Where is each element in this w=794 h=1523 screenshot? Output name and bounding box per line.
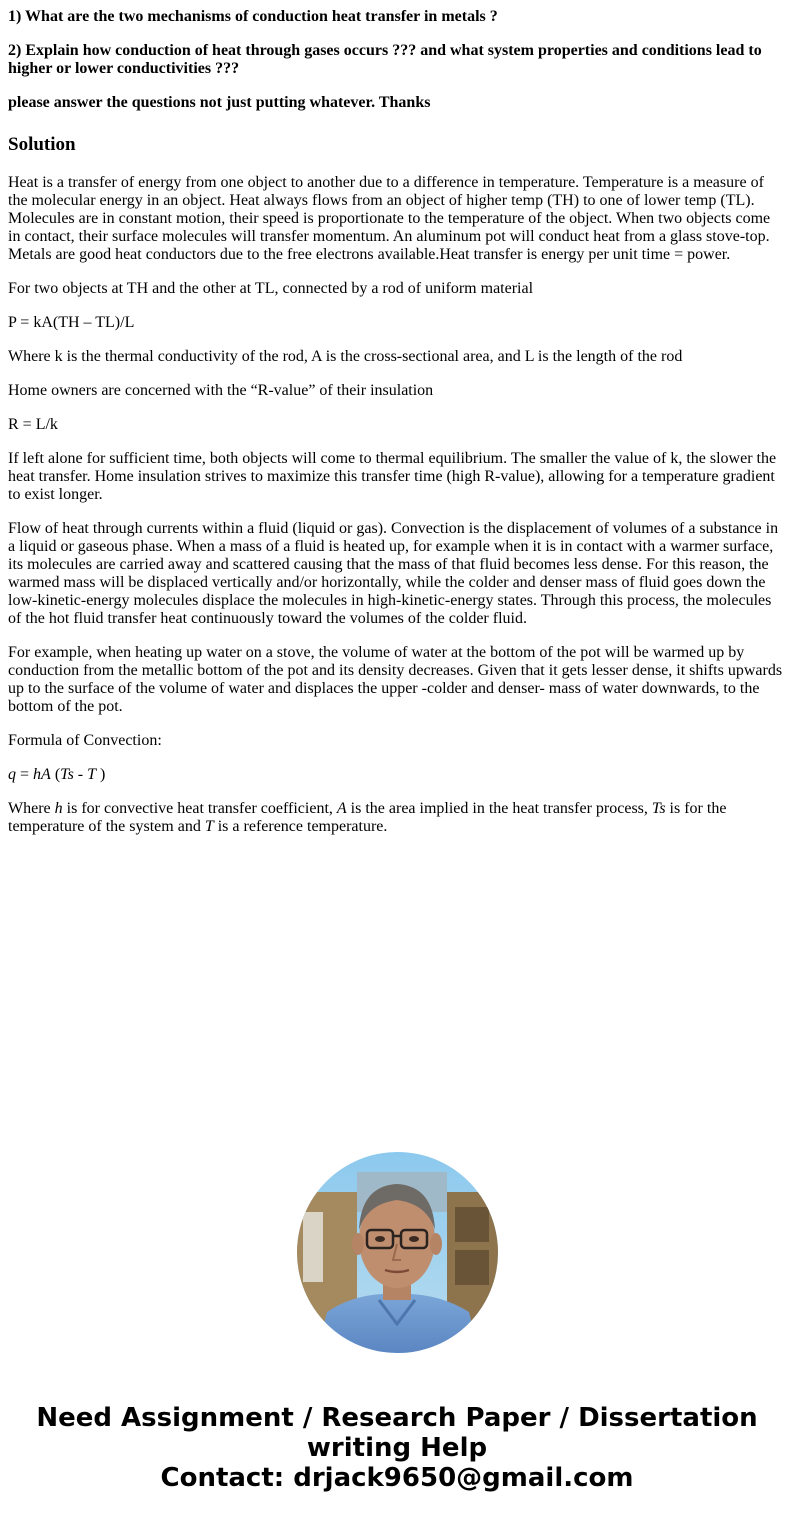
article-body [8,8,786,852]
formula-ts: Ts [60,766,74,783]
avatar [297,1152,498,1353]
paragraph-heat-transfer: Heat is a transfer of energy from one object to another due to a difference in temperature. Temperature is a measure of the molecular energy in an object. Heat always flows from an object of higher temp (TH) to one of lower temp (TL). Molecules are in constant motion, their speed is proportionate to the temperature of the object. When two objects come in contact, their surface molecules will transfer momentum. An aluminum pot will conduct heat from a glass stove-top. Metals are good heat conductors due to the free electrons available.Heat transfer is energy per unit time = power. [8,174,771,263]
formula-eq: = [16,766,34,783]
paragraph-where [8,800,786,836]
footer-line-1: Need Assignment / Research Paper / Dissertation writing Help [36,1403,758,1463]
where-var-h: h [54,800,63,817]
where-text-c: is the area implied in the heat transfer process, [346,800,652,817]
question-1: 1) What are the two mechanisms of conduction heat transfer in metals ? [8,8,498,25]
avatar-photo [297,1152,498,1353]
formula-open: ( [50,766,61,783]
where-text-d: is for the temperature of the system and [8,800,727,835]
where-text-b: is for convective heat transfer coefficient, [62,800,337,817]
where-text-e: is a reference temperature. [213,818,388,835]
formula-minus: - [73,766,88,783]
paragraph-equilibrium: If left alone for sufficient time, both objects will come to thermal equilibrium. The smaller the value of k, the slower the heat transfer. Home insulation strives to maximize this transfer time (high R-value), allowing for a temperature gradient to exist longer. [8,450,777,503]
formula-convection [8,766,786,784]
question-3: please answer the questions not just putting whatever. Thanks [8,94,431,111]
where-var-ts: Ts [651,800,666,817]
formula-r-value: R = L/k [8,416,58,433]
footer-banner [0,1403,794,1493]
question-2: 2) Explain how conduction of heat through gases occurs ??? and what system properties and conditions lead to higher or lower conductivities ??? [8,42,762,77]
where-var-t: T [204,818,214,835]
paragraph-convection: Flow of heat through currents within a fluid (liquid or gas). Convection is the displacement of volumes of a substance in a liquid or gaseous phase. When a mass of a fluid is heated up, for example when it is in contact with a warmer surface, its molecules are carried away and scattered causing that the mass of that fluid becomes less dense. For this reason, the warmed mass will be displaced vertically and/or horizontally, while the colder and denser mass of fluid goes down the low-kinetic-energy molecules displace the molecules in high-kinetic-energy states. Through this process, the molecules of the hot fluid transfer heat continuously toward the volumes of the colder fluid. [8,520,779,627]
footer-contact: Contact: drjack9650@gmail.com [160,1463,634,1493]
paragraph-conductivity: Where k is the thermal conductivity of the rod, A is the cross-sectional area, and L is the length of the rod [8,348,683,365]
paragraph-example: For example, when heating up water on a stove, the volume of water at the bottom of the pot will be warmed up by conduction from the metallic bottom of the pot and its density decreases. Given that it gets lesser dense, it shifts upwards up to the surface of the volume of water and displaces the upper -colder and denser- mass of water downwards, to the bottom of the pot. [8,644,783,715]
paragraph-two-objects: For two objects at TH and the other at TL, connected by a rod of uniform material [8,280,534,297]
formula-power: P = kA(TH – TL)/L [8,314,135,331]
formula-q: q [8,766,16,783]
where-text-a: Where [8,800,55,817]
formula-ha: hA [33,766,51,783]
paragraph-formula-title: Formula of Convection: [8,732,162,749]
paragraph-r-value: Home owners are concerned with the “R-value” of their insulation [8,382,434,399]
solution-heading: Solution [8,134,76,155]
formula-close: ) [96,766,106,783]
formula-t: T [87,766,97,783]
where-var-a: A [336,800,347,817]
